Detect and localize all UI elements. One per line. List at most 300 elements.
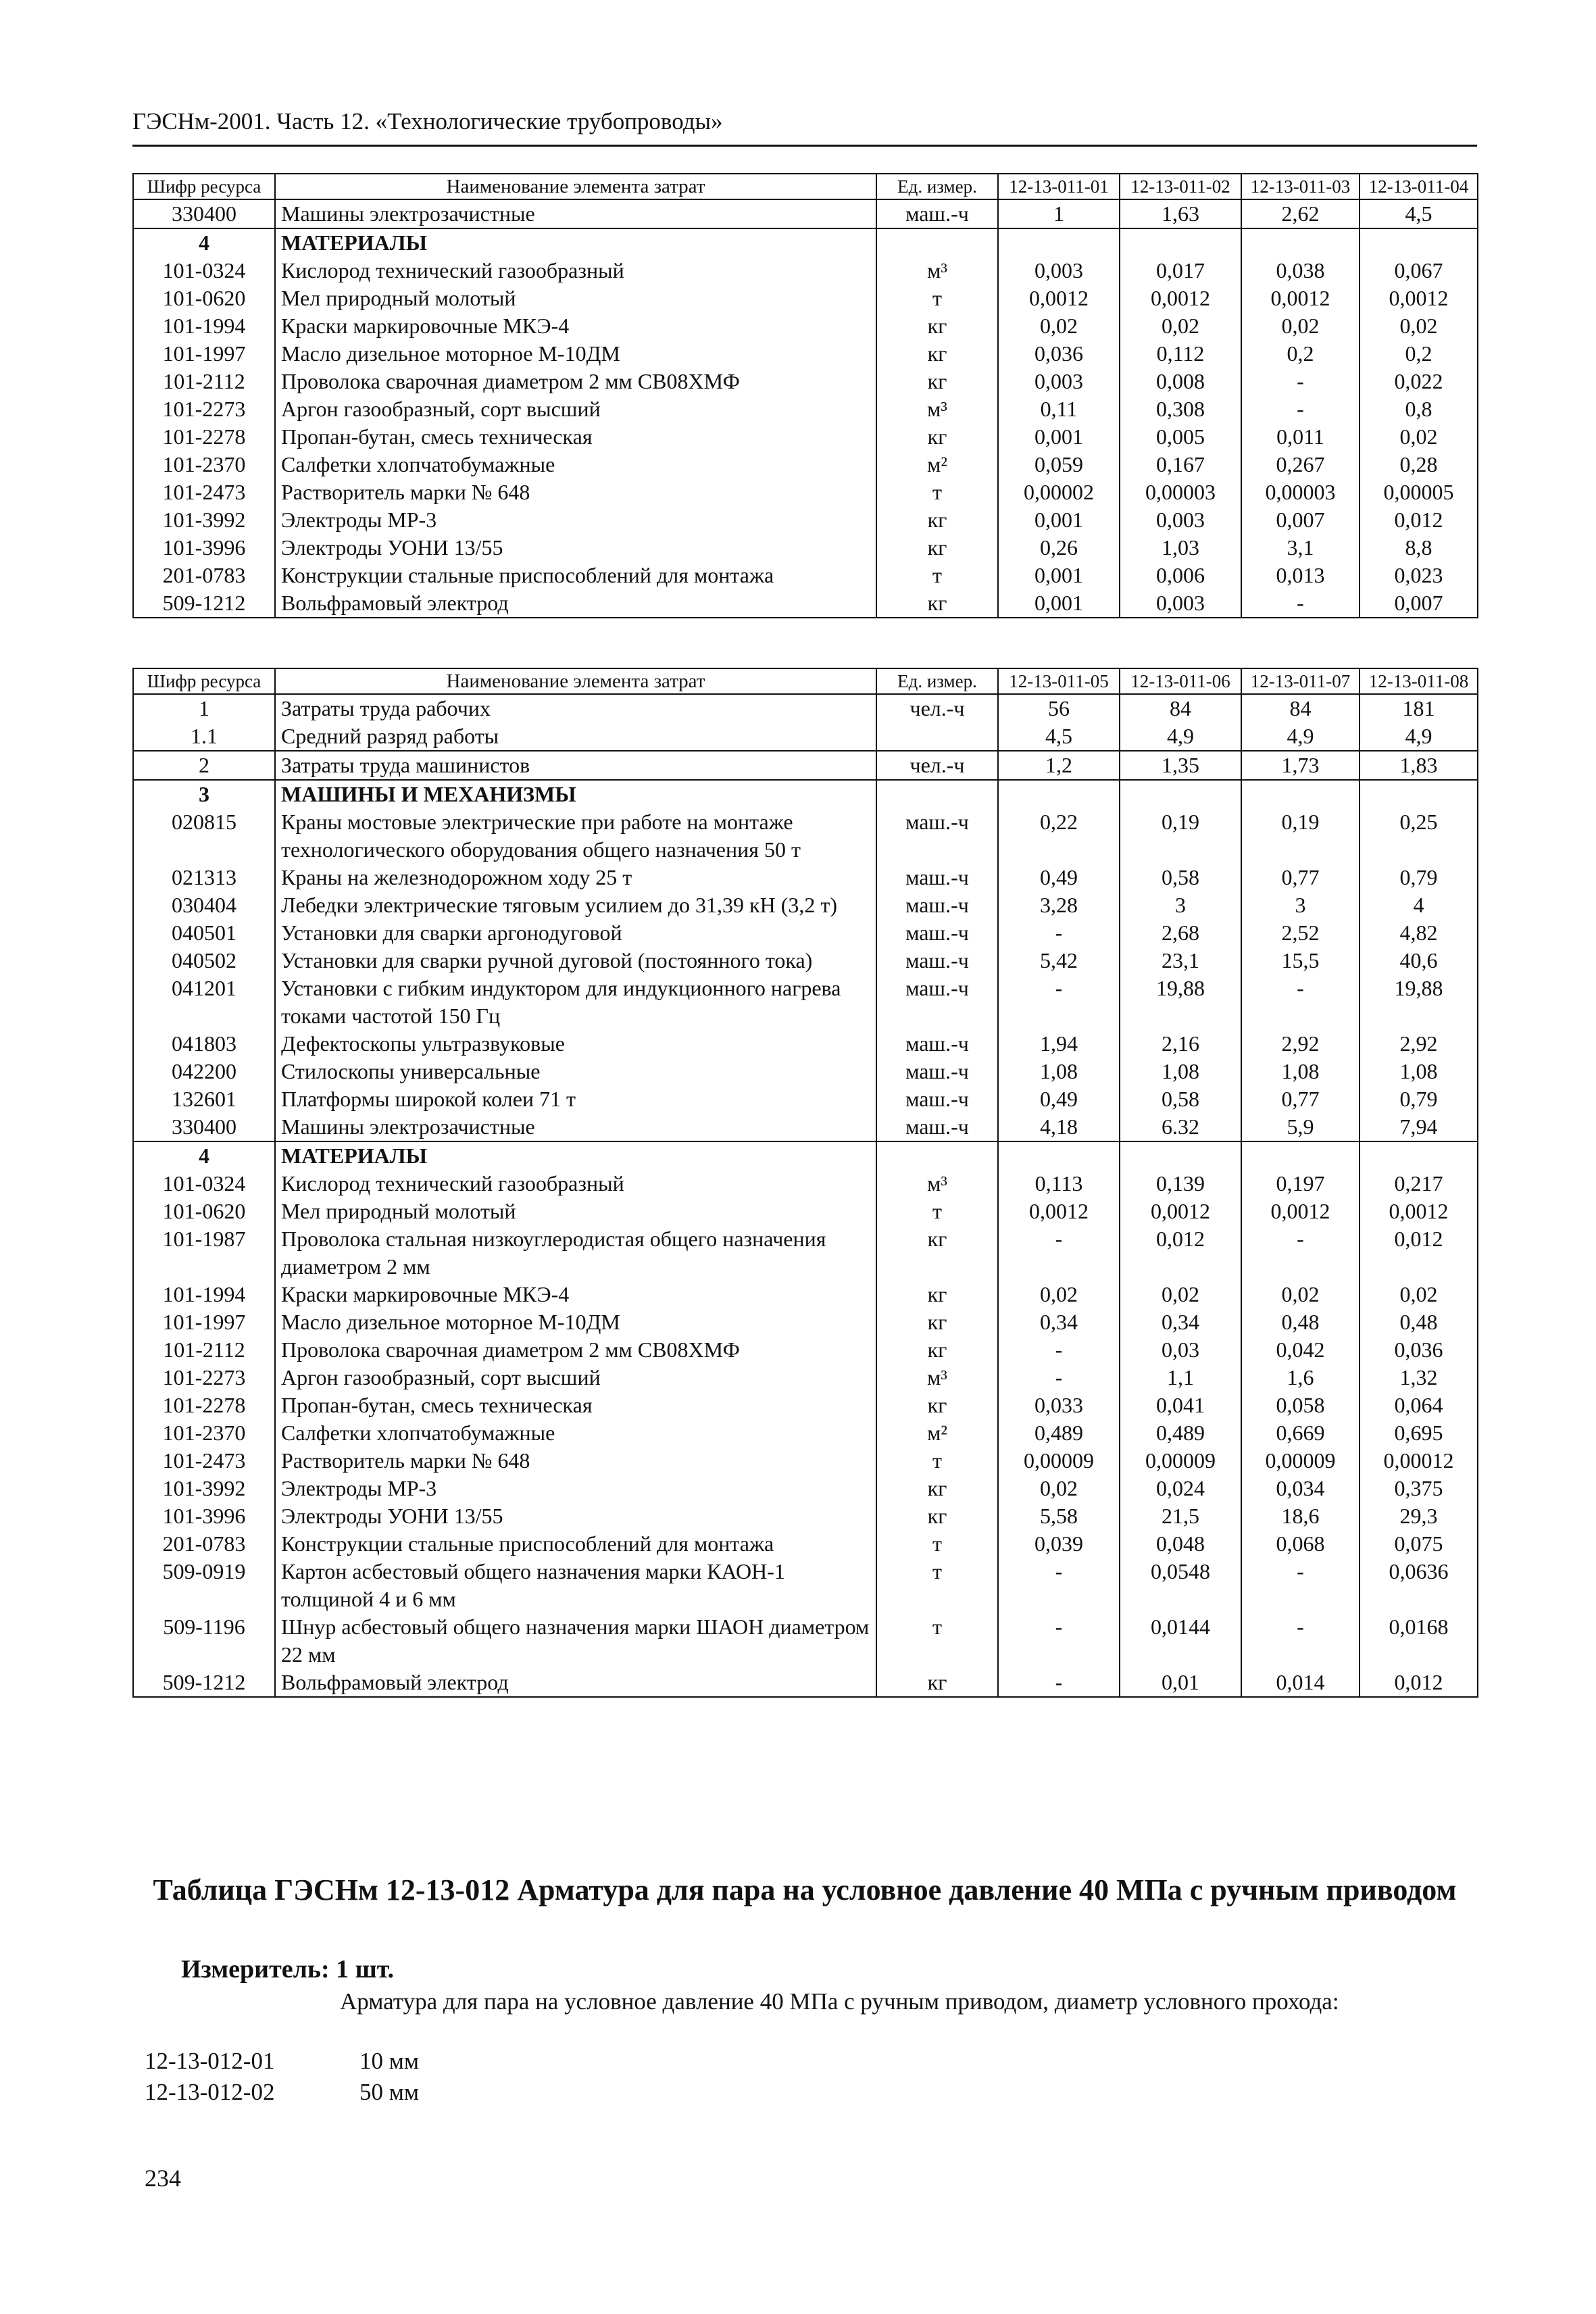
cell-unit: т xyxy=(876,1530,998,1558)
cell-value: 0,2 xyxy=(1360,340,1478,368)
cell-value xyxy=(1120,780,1241,808)
cell-value: 0,00003 xyxy=(1241,478,1360,506)
cell-value xyxy=(1120,1141,1241,1170)
cell-value: - xyxy=(998,1225,1120,1281)
cell-unit: т xyxy=(876,1558,998,1613)
cell-code: 201-0783 xyxy=(133,562,275,589)
table-title: Таблица ГЭСНм 12-13-012 Арматура для пара на условное давление 40 МПа с ручным приводом xyxy=(153,1873,1457,1906)
col-head-norm: 12-13-011-02 xyxy=(1120,174,1241,199)
cell-name: Мел природный молотый xyxy=(275,285,876,312)
cell-code: 4 xyxy=(133,1141,275,1170)
cell-unit: маш.-ч xyxy=(876,947,998,975)
cell-value: 0,58 xyxy=(1120,864,1241,891)
cell-name: Масло дизельное моторное М-10ДМ xyxy=(275,1308,876,1336)
cell-value: 0,038 xyxy=(1241,257,1360,285)
table-row xyxy=(133,1613,1478,1669)
cell-value: 0,0012 xyxy=(1241,1198,1360,1225)
cell-name: Салфетки хлопчатобумажные xyxy=(275,1419,876,1447)
table-row xyxy=(133,257,1478,285)
table-row xyxy=(133,589,1478,618)
cell-name: Аргон газообразный, сорт высший xyxy=(275,1364,876,1392)
cell-value: 29,3 xyxy=(1360,1502,1478,1530)
cell-name: Средний разряд работы xyxy=(275,722,876,751)
cell-name: Аргон газообразный, сорт высший xyxy=(275,395,876,423)
cell-value: 0,0012 xyxy=(1120,285,1241,312)
cell-name: Машины электрозачистные xyxy=(275,1113,876,1141)
cell-value: - xyxy=(1241,1225,1360,1281)
cell-value: 1,08 xyxy=(998,1058,1120,1085)
cell-value: 1,35 xyxy=(1120,751,1241,780)
cell-unit: кг xyxy=(876,312,998,340)
cell-unit: м³ xyxy=(876,257,998,285)
cell-unit: кг xyxy=(876,423,998,451)
cell-value: 1,6 xyxy=(1241,1364,1360,1392)
cell-name: Шнур асбестовый общего назначения марки ШАОН диаметром 22 мм xyxy=(275,1613,876,1669)
cell-value: 181 xyxy=(1360,694,1478,722)
table-row xyxy=(133,199,1478,228)
cell-code: 101-0620 xyxy=(133,1198,275,1225)
cell-name: Затраты труда машинистов xyxy=(275,751,876,780)
cell-unit xyxy=(876,228,998,257)
cell-value xyxy=(998,228,1120,257)
col-head-norm: 12-13-011-05 xyxy=(998,668,1120,694)
cell-value: - xyxy=(1241,395,1360,423)
cell-unit xyxy=(876,780,998,808)
cell-value: 4,5 xyxy=(1360,199,1478,228)
cell-code: 040501 xyxy=(133,919,275,947)
cell-unit: кг xyxy=(876,1475,998,1502)
resource-table-011-01-04 xyxy=(132,173,1478,618)
cell-unit: кг xyxy=(876,1281,998,1308)
cell-value: 0,25 xyxy=(1360,808,1478,864)
table-row xyxy=(133,506,1478,534)
cell-value: 1,32 xyxy=(1360,1364,1478,1392)
cell-value: 0,02 xyxy=(1360,1281,1478,1308)
cell-code: 030404 xyxy=(133,891,275,919)
cell-name: Электроды УОНИ 13/55 xyxy=(275,1502,876,1530)
cell-value: 0,001 xyxy=(998,589,1120,618)
cell-name: Электроды МР-3 xyxy=(275,1475,876,1502)
cell-unit: м³ xyxy=(876,1170,998,1198)
cell-value: 3 xyxy=(1120,891,1241,919)
cell-value: 0,012 xyxy=(1360,1669,1478,1697)
table-row xyxy=(133,1502,1478,1530)
cell-value: 1,03 xyxy=(1120,534,1241,562)
cell-value: 1,08 xyxy=(1241,1058,1360,1085)
cell-value: 0,49 xyxy=(998,864,1120,891)
cell-value: 0,0012 xyxy=(1360,285,1478,312)
cell-value: 0,02 xyxy=(998,1281,1120,1308)
cell-value: 0,00005 xyxy=(1360,478,1478,506)
cell-value: 0,669 xyxy=(1241,1419,1360,1447)
cell-value: 0,039 xyxy=(998,1530,1120,1558)
cell-value: 0,017 xyxy=(1120,257,1241,285)
cell-value: 0,00009 xyxy=(1241,1447,1360,1475)
table-row xyxy=(133,395,1478,423)
cell-name: Масло дизельное моторное М-10ДМ xyxy=(275,340,876,368)
cell-unit: кг xyxy=(876,534,998,562)
cell-value: 15,5 xyxy=(1241,947,1360,975)
cell-value: 7,94 xyxy=(1360,1113,1478,1141)
cell-value: 0,28 xyxy=(1360,451,1478,478)
cell-value: 0,034 xyxy=(1241,1475,1360,1502)
cell-value: 0,8 xyxy=(1360,395,1478,423)
table-row xyxy=(133,562,1478,589)
cell-name: Затраты труда рабочих xyxy=(275,694,876,722)
cell-code: 101-2278 xyxy=(133,1392,275,1419)
cell-value: 0,03 xyxy=(1120,1336,1241,1364)
cell-value: 0,02 xyxy=(1360,312,1478,340)
cell-value: 0,34 xyxy=(998,1308,1120,1336)
cell-value: 0,008 xyxy=(1120,368,1241,395)
cell-value: 0,075 xyxy=(1360,1530,1478,1558)
cell-unit: т xyxy=(876,562,998,589)
norm-item xyxy=(145,2079,419,2106)
cell-code: 101-0324 xyxy=(133,257,275,285)
col-head-norm: 12-13-011-04 xyxy=(1360,174,1478,199)
cell-value: 0,041 xyxy=(1120,1392,1241,1419)
cell-code: 101-1994 xyxy=(133,312,275,340)
cell-value: 1,94 xyxy=(998,1030,1120,1058)
cell-value: 3,1 xyxy=(1241,534,1360,562)
cell-name: Салфетки хлопчатобумажные xyxy=(275,451,876,478)
cell-value: - xyxy=(998,1558,1120,1613)
cell-value: 0,48 xyxy=(1360,1308,1478,1336)
cell-value: 0,042 xyxy=(1241,1336,1360,1364)
col-head-norm: 12-13-011-01 xyxy=(998,174,1120,199)
cell-value: 0,112 xyxy=(1120,340,1241,368)
cell-value xyxy=(1360,1141,1478,1170)
cell-value: 0,001 xyxy=(998,506,1120,534)
cell-unit: м³ xyxy=(876,395,998,423)
table-row xyxy=(133,423,1478,451)
cell-unit: т xyxy=(876,478,998,506)
cell-value: 0,014 xyxy=(1241,1669,1360,1697)
cell-name: Конструкции стальные приспособлений для монтажа xyxy=(275,1530,876,1558)
cell-name: Проволока стальная низкоуглеродистая общего назначения диаметром 2 мм xyxy=(275,1225,876,1281)
cell-name: Краны на железнодорожном ходу 25 т xyxy=(275,864,876,891)
cell-value: 0,024 xyxy=(1120,1475,1241,1502)
cell-value: 0,012 xyxy=(1360,506,1478,534)
table-row xyxy=(133,1085,1478,1113)
cell-unit: м² xyxy=(876,1419,998,1447)
table-row xyxy=(133,1170,1478,1198)
cell-code: 101-2473 xyxy=(133,1447,275,1475)
cell-value: 0,0168 xyxy=(1360,1613,1478,1669)
cell-unit: маш.-ч xyxy=(876,199,998,228)
cell-value: 0,77 xyxy=(1241,864,1360,891)
cell-value: - xyxy=(998,975,1120,1030)
cell-code: 101-3996 xyxy=(133,1502,275,1530)
cell-value: - xyxy=(998,1669,1120,1697)
cell-value: 0,197 xyxy=(1241,1170,1360,1198)
cell-value: 4,5 xyxy=(998,722,1120,751)
cell-value: 0,003 xyxy=(1120,506,1241,534)
cell-unit: маш.-ч xyxy=(876,1058,998,1085)
cell-value: 6.32 xyxy=(1120,1113,1241,1141)
cell-code: 101-1997 xyxy=(133,340,275,368)
table-row xyxy=(133,780,1478,808)
cell-unit: маш.-ч xyxy=(876,1085,998,1113)
cell-name: Кислород технический газообразный xyxy=(275,257,876,285)
cell-name: Платформы широкой колеи 71 т xyxy=(275,1085,876,1113)
cell-value: 0,19 xyxy=(1120,808,1241,864)
cell-value: 4,9 xyxy=(1120,722,1241,751)
table-row xyxy=(133,1419,1478,1447)
cell-value: 0,00003 xyxy=(1120,478,1241,506)
table-row xyxy=(133,808,1478,864)
norm-item-code: 12-13-012-02 xyxy=(145,2079,275,2105)
cell-code: 101-2473 xyxy=(133,478,275,506)
cell-unit: м² xyxy=(876,451,998,478)
table-row xyxy=(133,1058,1478,1085)
cell-value: 56 xyxy=(998,694,1120,722)
cell-value: 5,58 xyxy=(998,1502,1120,1530)
col-head-norm: 12-13-011-08 xyxy=(1360,668,1478,694)
table-row xyxy=(133,1225,1478,1281)
cell-value: 0,033 xyxy=(998,1392,1120,1419)
cell-value: 0,005 xyxy=(1120,423,1241,451)
cell-code: 1.1 xyxy=(133,722,275,751)
table-row xyxy=(133,751,1478,780)
cell-value: 0,02 xyxy=(1120,312,1241,340)
cell-unit: т xyxy=(876,1613,998,1669)
cell-value: 0,0548 xyxy=(1120,1558,1241,1613)
cell-name: Проволока сварочная диаметром 2 мм СВ08ХМФ xyxy=(275,368,876,395)
cell-code: 101-2370 xyxy=(133,1419,275,1447)
cell-value: 0,0012 xyxy=(998,1198,1120,1225)
cell-code: 101-2370 xyxy=(133,451,275,478)
table-row xyxy=(133,1475,1478,1502)
cell-code: 509-0919 xyxy=(133,1558,275,1613)
cell-value: 0,02 xyxy=(1120,1281,1241,1308)
norm-description: Арматура для пара на условное давление 40 МПа с ручным приводом, диаметр условного прохода: xyxy=(340,1988,1339,2015)
cell-name: Краны мостовые электрические при работе на монтаже технологического оборудования общего назначения 50 т xyxy=(275,808,876,864)
norm-item-text: 50 мм xyxy=(359,2079,420,2105)
cell-value: 1,08 xyxy=(1120,1058,1241,1085)
cell-value: 0,058 xyxy=(1241,1392,1360,1419)
table-row xyxy=(133,312,1478,340)
cell-value: 0,19 xyxy=(1241,808,1360,864)
cell-value: 2,52 xyxy=(1241,919,1360,947)
cell-value: 0,012 xyxy=(1120,1225,1241,1281)
cell-value: 0,489 xyxy=(1120,1419,1241,1447)
cell-unit: м³ xyxy=(876,1364,998,1392)
cell-value: 0,011 xyxy=(1241,423,1360,451)
cell-value: 0,01 xyxy=(1120,1669,1241,1697)
cell-value: 0,007 xyxy=(1241,506,1360,534)
cell-value: 0,0636 xyxy=(1360,1558,1478,1613)
cell-name: Пропан-бутан, смесь техническая xyxy=(275,1392,876,1419)
cell-name: Вольфрамовый электрод xyxy=(275,1669,876,1697)
cell-name: Краски маркировочные МКЭ-4 xyxy=(275,1281,876,1308)
table-row xyxy=(133,1336,1478,1364)
cell-value: 0,0012 xyxy=(1360,1198,1478,1225)
running-header: ГЭСНм-2001. Часть 12. «Технологические трубопроводы» xyxy=(132,108,723,134)
cell-code: 041201 xyxy=(133,975,275,1030)
cell-value: 40,6 xyxy=(1360,947,1478,975)
cell-code: 040502 xyxy=(133,947,275,975)
cell-value: 4 xyxy=(1360,891,1478,919)
col-head-name: Наименование элемента затрат xyxy=(275,174,876,199)
cell-code: 101-1997 xyxy=(133,1308,275,1336)
col-head-norm: 12-13-011-07 xyxy=(1241,668,1360,694)
cell-name: Установки для сварки аргонодуговой xyxy=(275,919,876,947)
cell-name: Стилоскопы универсальные xyxy=(275,1058,876,1085)
cell-unit: кг xyxy=(876,368,998,395)
measure-unit: Измеритель: 1 шт. xyxy=(181,1955,395,1984)
table-row xyxy=(133,1669,1478,1697)
table-row xyxy=(133,891,1478,919)
cell-value: 84 xyxy=(1241,694,1360,722)
cell-value xyxy=(1241,1141,1360,1170)
cell-code: 020815 xyxy=(133,808,275,864)
cell-value: 5,42 xyxy=(998,947,1120,975)
table-row xyxy=(133,975,1478,1030)
cell-name: Растворитель марки № 648 xyxy=(275,1447,876,1475)
cell-name: Дефектоскопы ультразвуковые xyxy=(275,1030,876,1058)
cell-code: 041803 xyxy=(133,1030,275,1058)
cell-unit: чел.-ч xyxy=(876,694,998,722)
cell-value: 1,08 xyxy=(1360,1058,1478,1085)
cell-value: 0,02 xyxy=(998,312,1120,340)
table-row xyxy=(133,340,1478,368)
cell-value: 0,77 xyxy=(1241,1085,1360,1113)
cell-unit: маш.-ч xyxy=(876,808,998,864)
col-head-unit: Ед. измер. xyxy=(876,668,998,694)
table-row xyxy=(133,864,1478,891)
cell-value: - xyxy=(998,1364,1120,1392)
cell-code: 101-2278 xyxy=(133,423,275,451)
cell-value: - xyxy=(1241,1558,1360,1613)
cell-unit: кг xyxy=(876,589,998,618)
cell-value: 0,308 xyxy=(1120,395,1241,423)
cell-name: Кислород технический газообразный xyxy=(275,1170,876,1198)
cell-value: 4,18 xyxy=(998,1113,1120,1141)
table-row xyxy=(133,285,1478,312)
cell-value: 84 xyxy=(1120,694,1241,722)
cell-value: 0,79 xyxy=(1360,1085,1478,1113)
cell-value: - xyxy=(1241,975,1360,1030)
cell-value: 2,92 xyxy=(1241,1030,1360,1058)
table-row xyxy=(133,1030,1478,1058)
cell-value: 0,489 xyxy=(998,1419,1120,1447)
cell-value: 0,02 xyxy=(1241,1281,1360,1308)
cell-value: 23,1 xyxy=(1120,947,1241,975)
cell-value: 2,16 xyxy=(1120,1030,1241,1058)
cell-unit xyxy=(876,722,998,751)
cell-value: 0,02 xyxy=(998,1475,1120,1502)
norm-item xyxy=(145,2048,419,2075)
cell-unit: маш.-ч xyxy=(876,864,998,891)
cell-value: 0,00009 xyxy=(1120,1447,1241,1475)
cell-unit: кг xyxy=(876,340,998,368)
cell-value: 0,49 xyxy=(998,1085,1120,1113)
cell-value: 0,79 xyxy=(1360,864,1478,891)
cell-value xyxy=(1360,780,1478,808)
page-number: 234 xyxy=(145,2165,181,2192)
cell-code: 509-1212 xyxy=(133,589,275,618)
cell-value: 8,8 xyxy=(1360,534,1478,562)
cell-value: 0,02 xyxy=(1360,423,1478,451)
cell-name: Краски маркировочные МКЭ-4 xyxy=(275,312,876,340)
cell-value: 0,012 xyxy=(1360,1225,1478,1281)
cell-unit: т xyxy=(876,285,998,312)
cell-unit: кг xyxy=(876,1392,998,1419)
cell-code: 101-1994 xyxy=(133,1281,275,1308)
table-row xyxy=(133,919,1478,947)
norm-item-code: 12-13-012-01 xyxy=(145,2048,275,2074)
cell-unit xyxy=(876,1141,998,1170)
cell-code: 132601 xyxy=(133,1085,275,1113)
table-row xyxy=(133,694,1478,722)
cell-unit: кг xyxy=(876,1225,998,1281)
cell-value: 0,113 xyxy=(998,1170,1120,1198)
cell-name: Картон асбестовый общего назначения марки КАОН-1 толщиной 4 и 6 мм xyxy=(275,1558,876,1613)
table-row xyxy=(133,1558,1478,1613)
table-row xyxy=(133,478,1478,506)
cell-unit: кг xyxy=(876,1502,998,1530)
table-row xyxy=(133,1530,1478,1558)
cell-code: 330400 xyxy=(133,199,275,228)
cell-name: МАШИНЫ И МЕХАНИЗМЫ xyxy=(275,780,876,808)
cell-value: 0,003 xyxy=(1120,589,1241,618)
table-row xyxy=(133,1198,1478,1225)
cell-value: 0,001 xyxy=(998,562,1120,589)
col-head-unit: Ед. измер. xyxy=(876,174,998,199)
cell-value: 0,023 xyxy=(1360,562,1478,589)
cell-value: 0,34 xyxy=(1120,1308,1241,1336)
col-head-norm: 12-13-011-06 xyxy=(1120,668,1241,694)
cell-code: 101-2112 xyxy=(133,1336,275,1364)
cell-value: 0,036 xyxy=(998,340,1120,368)
cell-name: Лебедки электрические тяговым усилием до 31,39 кН (3,2 т) xyxy=(275,891,876,919)
cell-value: 0,001 xyxy=(998,423,1120,451)
cell-name: Электроды УОНИ 13/55 xyxy=(275,534,876,562)
cell-unit: маш.-ч xyxy=(876,975,998,1030)
cell-name: Вольфрамовый электрод xyxy=(275,589,876,618)
cell-name: Машины электрозачистные xyxy=(275,199,876,228)
cell-value: 1,2 xyxy=(998,751,1120,780)
cell-name: Конструкции стальные приспособлений для монтажа xyxy=(275,562,876,589)
cell-value: 3 xyxy=(1241,891,1360,919)
cell-value: 0,22 xyxy=(998,808,1120,864)
cell-value: 0,022 xyxy=(1360,368,1478,395)
cell-value: 0,139 xyxy=(1120,1170,1241,1198)
cell-unit: маш.-ч xyxy=(876,919,998,947)
cell-name: Электроды МР-3 xyxy=(275,506,876,534)
cell-value: 2,92 xyxy=(1360,1030,1478,1058)
cell-value: - xyxy=(998,1336,1120,1364)
cell-value: 19,88 xyxy=(1360,975,1478,1030)
cell-name: МАТЕРИАЛЫ xyxy=(275,1141,876,1170)
cell-value: - xyxy=(1241,1613,1360,1669)
cell-value: 2,62 xyxy=(1241,199,1360,228)
cell-name: Растворитель марки № 648 xyxy=(275,478,876,506)
table-row xyxy=(133,1447,1478,1475)
cell-code: 509-1212 xyxy=(133,1669,275,1697)
cell-code: 1 xyxy=(133,694,275,722)
cell-name: Установки для сварки ручной дуговой (постоянного тока) xyxy=(275,947,876,975)
table-row xyxy=(133,947,1478,975)
cell-value: 0,068 xyxy=(1241,1530,1360,1558)
cell-unit: кг xyxy=(876,1336,998,1364)
cell-code: 2 xyxy=(133,751,275,780)
cell-value: 0,695 xyxy=(1360,1419,1478,1447)
table-row xyxy=(133,1364,1478,1392)
cell-code: 101-0324 xyxy=(133,1170,275,1198)
cell-value: 19,88 xyxy=(1120,975,1241,1030)
